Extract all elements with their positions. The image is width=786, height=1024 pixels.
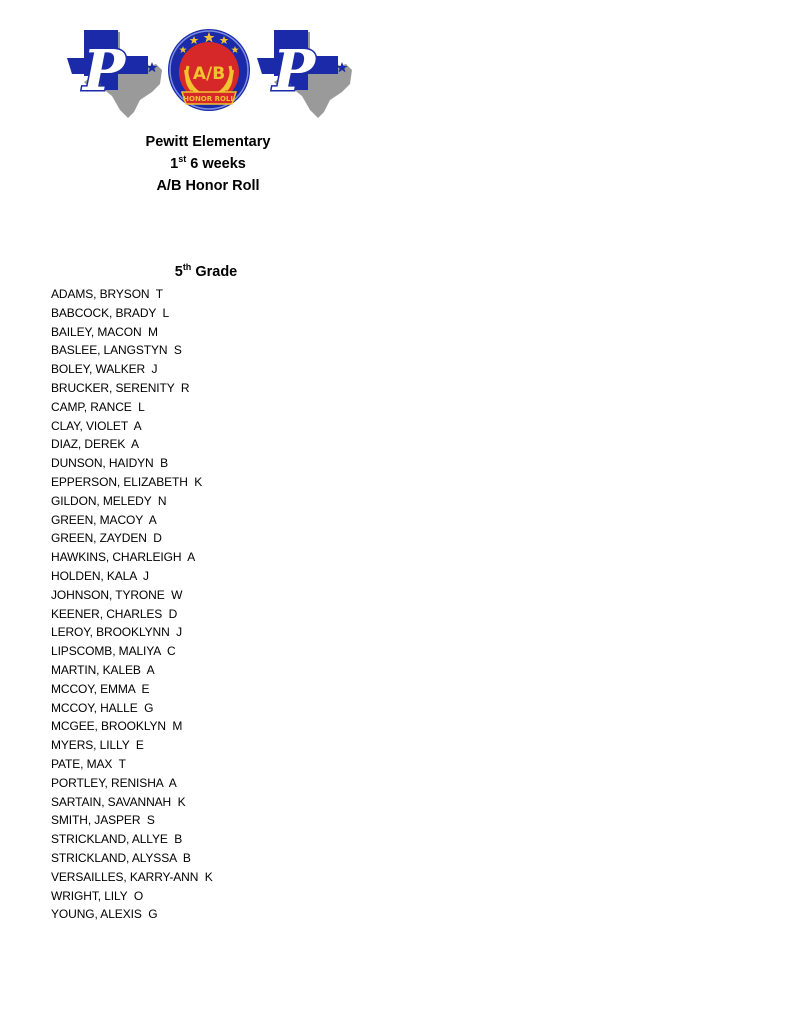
svg-text:P: P (272, 38, 316, 104)
list-item: BRUCKER, SERENITY R (51, 380, 190, 395)
list-item: STRICKLAND, ALLYE B (51, 832, 183, 847)
list-item: KEENER, CHARLES D (51, 606, 178, 621)
list-item: HAWKINS, CHARLEIGH A (51, 550, 196, 565)
school-name: Pewitt Elementary (145, 134, 271, 150)
list-item: PATE, MAX T (51, 756, 126, 771)
list-item: BABCOCK, BRADY L (51, 305, 170, 320)
list-item: GREEN, ZAYDEN D (51, 531, 162, 546)
list-item: ADAMS, BRYSON T (51, 287, 163, 301)
list-item: BASLEE, LANGSTYN S (51, 343, 182, 358)
grade-suffix: th (182, 262, 192, 272)
list-item: MCGEE, BROOKLYN M (51, 719, 183, 734)
list-item: STRICKLAND, ALYSSA B (51, 850, 191, 865)
period-suffix: st (178, 154, 187, 164)
grade-number: 5 (174, 264, 183, 280)
list-item: JOHNSON, TYRONE W (51, 587, 183, 602)
document-title: A/B Honor Roll (156, 178, 260, 194)
seal-ribbon-text: HONOR ROLL (183, 95, 235, 103)
list-item: BAILEY, MACON M (51, 324, 158, 339)
document-header (108, 131, 308, 197)
list-item: LEROY, BROOKLYNN J (51, 625, 183, 640)
student-list (51, 285, 213, 924)
texas-p-logo-left-icon (64, 26, 164, 122)
list-item: MYERS, LILLY E (51, 738, 144, 753)
ab-honor-roll-seal-icon (166, 26, 252, 122)
grade-rest: Grade (191, 264, 238, 280)
list-item: GREEN, MACOY A (51, 512, 157, 527)
list-item: WRIGHT, LILY O (51, 888, 144, 903)
svg-text:P: P (82, 38, 126, 104)
period-rest: 6 weeks (186, 156, 246, 172)
list-item: DUNSON, HAIDYN B (51, 456, 168, 471)
grade-heading (140, 262, 272, 282)
list-item: LIPSCOMB, MALIYA C (51, 644, 176, 659)
list-item: CLAY, VIOLET A (51, 418, 142, 433)
list-item: CAMP, RANCE L (51, 399, 145, 414)
list-item: GILDON, MELEDY N (51, 493, 167, 508)
list-item: SMITH, JASPER S (51, 813, 155, 828)
period-number: 1 (170, 156, 179, 172)
list-item: HOLDEN, KALA J (51, 568, 149, 583)
list-item: DIAZ, DEREK A (51, 437, 139, 452)
list-item: MARTIN, KALEB A (51, 662, 155, 677)
grading-period (108, 153, 308, 175)
list-item: VERSAILLES, KARRY-ANN K (51, 869, 213, 884)
seal-main-text: A/B (192, 64, 226, 84)
logo-banner (64, 26, 354, 122)
list-item: YOUNG, ALEXIS G (51, 907, 158, 922)
list-item: BOLEY, WALKER J (51, 362, 158, 377)
list-item: PORTLEY, RENISHA A (51, 775, 177, 790)
list-item: SARTAIN, SAVANNAH K (51, 794, 186, 809)
list-item: EPPERSON, ELIZABETH K (51, 474, 203, 489)
list-item: MCCOY, EMMA E (51, 681, 150, 696)
texas-p-logo-right-icon (254, 26, 354, 122)
list-item: MCCOY, HALLE G (51, 700, 154, 715)
